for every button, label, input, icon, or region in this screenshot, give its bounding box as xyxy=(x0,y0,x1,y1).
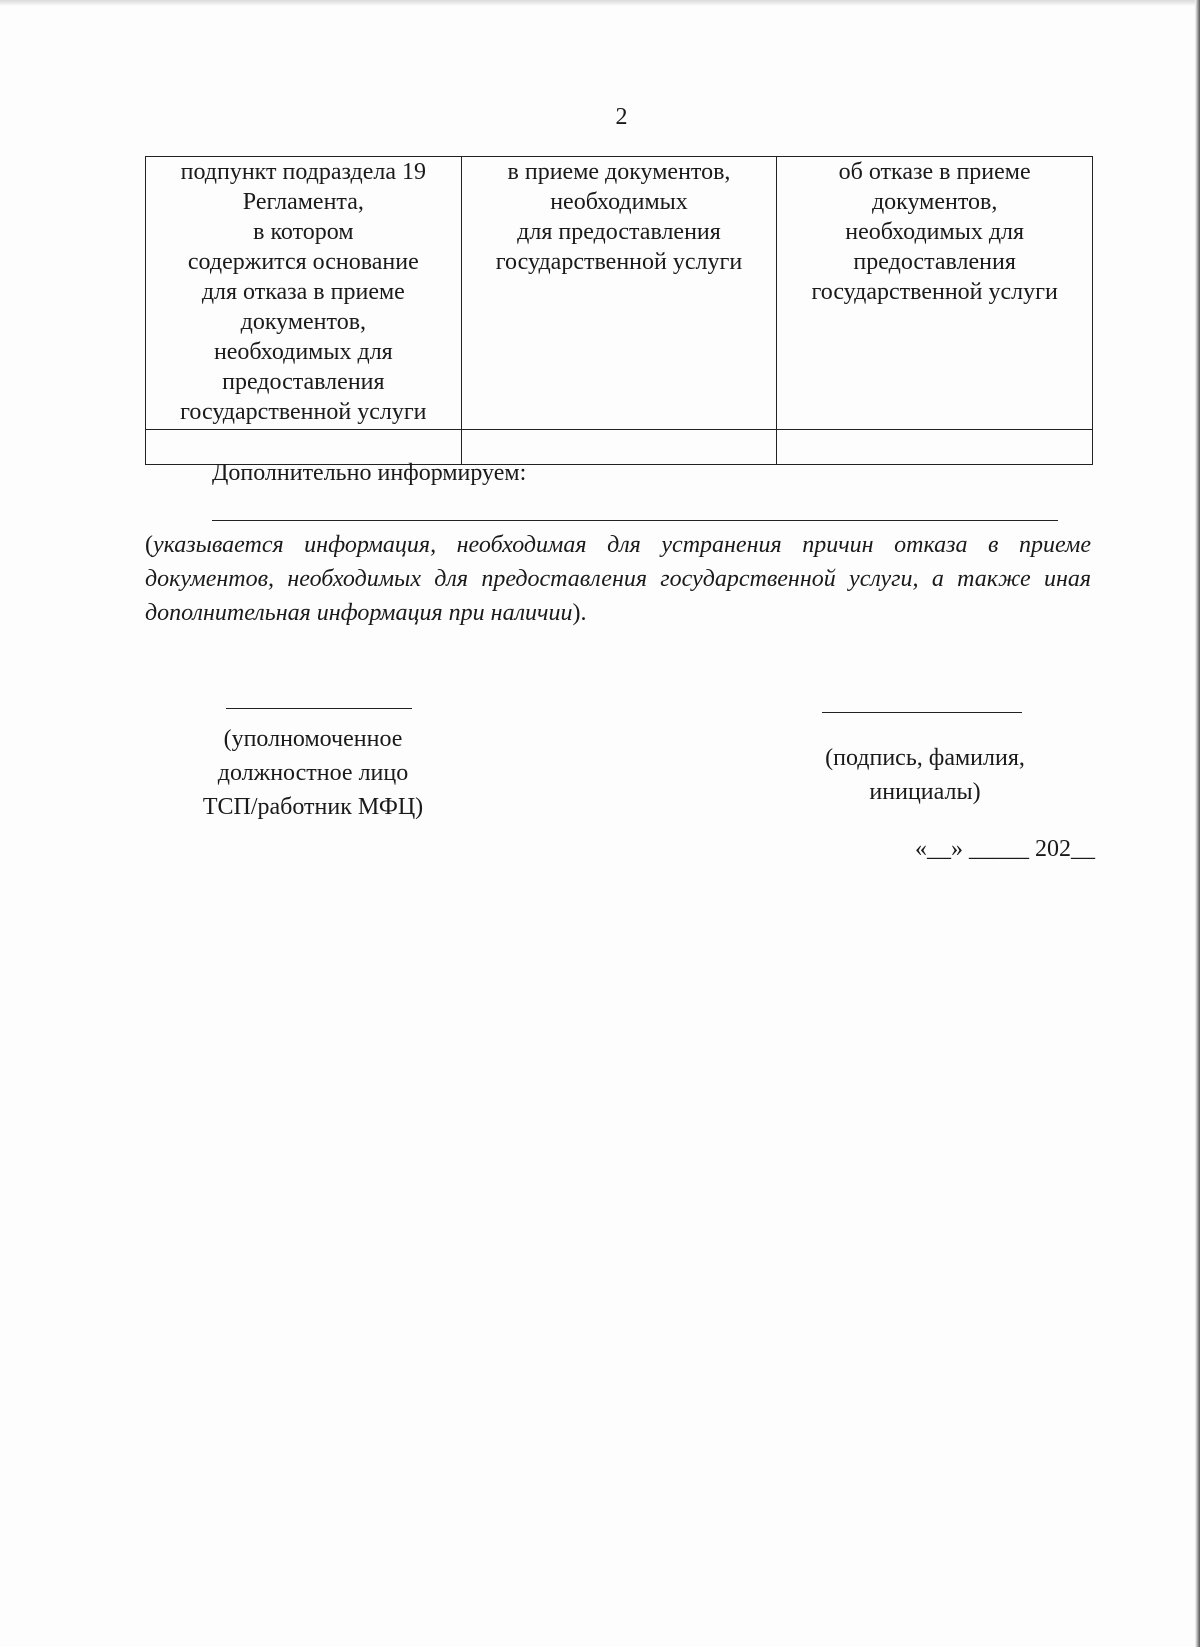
caption-line: инициалы) xyxy=(869,779,981,805)
caption-line: (подпись, фамилия, xyxy=(825,745,1025,771)
table-header-row xyxy=(146,157,1093,430)
signature-line[interactable] xyxy=(822,712,1022,713)
header-line: в приеме документов, xyxy=(507,159,731,185)
header-line: подпункт подраздела 19 xyxy=(180,159,427,185)
header-line: документов, xyxy=(240,309,367,335)
header-line: для отказа в приеме xyxy=(201,279,405,305)
header-line: документов, xyxy=(871,189,998,215)
header-line: содержится основание xyxy=(187,249,419,275)
hint-text: указывается информация, необходимая для устранения причин отказа в приеме документов, необходимых для предоставления государственной услуги, а также иная дополнительная информация при наличии xyxy=(145,532,1091,626)
header-line: для предоставления xyxy=(517,219,721,245)
official-signature-line[interactable] xyxy=(226,708,412,709)
hint-close-paren: ). xyxy=(572,600,587,626)
additional-info-hint xyxy=(145,528,1091,630)
header-line: об отказе в приеме xyxy=(838,159,1031,185)
official-caption xyxy=(158,722,468,824)
caption-line: ТСП/работник МФЦ) xyxy=(202,794,424,820)
header-line: Регламента, xyxy=(242,189,364,215)
caption-line: должностное лицо xyxy=(217,760,409,786)
table-header-cell-refusal xyxy=(777,157,1093,430)
header-line: в котором xyxy=(253,219,354,245)
page-number: 2 xyxy=(615,104,628,130)
hint-open-paren: ( xyxy=(145,532,153,558)
header-line: необходимых для xyxy=(845,219,1025,245)
refusal-table xyxy=(145,156,1093,465)
signature-caption xyxy=(780,741,1070,809)
header-line: необходимых xyxy=(550,189,688,215)
header-line: государственной услуги xyxy=(180,399,427,425)
caption-line: (уполномоченное xyxy=(223,726,403,752)
scan-edge-top xyxy=(0,0,1200,6)
header-line: предоставления xyxy=(853,249,1016,275)
header-line: государственной услуги xyxy=(811,279,1058,305)
table-cell[interactable] xyxy=(777,430,1093,465)
header-line: необходимых для xyxy=(213,339,393,365)
table-header-cell-basis xyxy=(146,157,462,430)
additional-info-label: Дополнительно информируем: xyxy=(212,460,527,486)
additional-info-fill-line[interactable] xyxy=(212,520,1058,521)
scan-edge-right xyxy=(1195,0,1200,1647)
table-header-cell-documents xyxy=(461,157,777,430)
header-line: предоставления xyxy=(222,369,385,395)
header-line: государственной услуги xyxy=(495,249,743,275)
date-field: «__» _____ 202__ xyxy=(915,836,1095,862)
